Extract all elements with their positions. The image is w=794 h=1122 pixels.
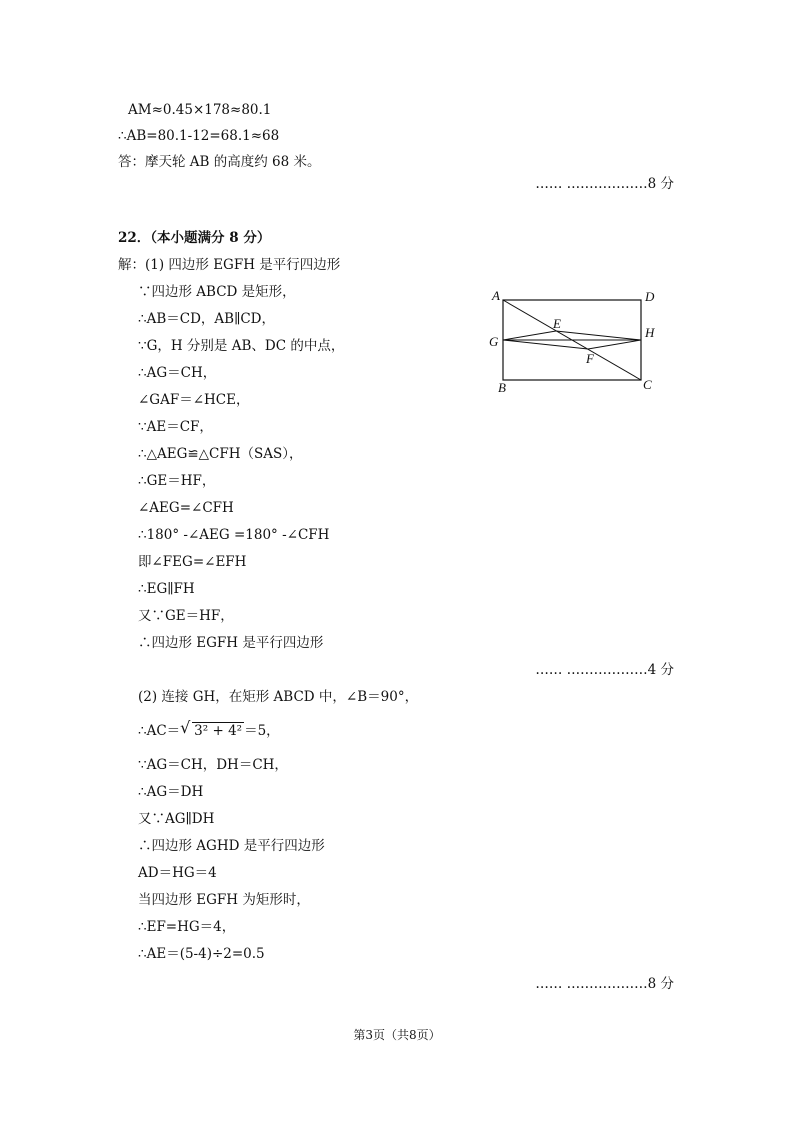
proof-line: 又∵GE＝HF， — [138, 608, 234, 624]
proof-line: ∴EG∥FH — [138, 581, 195, 597]
ac-prefix: ∴AC＝ — [138, 723, 181, 739]
proof-line: ∴AG＝CH， — [138, 365, 217, 381]
proof-line: ∠GAF＝∠HCE， — [138, 392, 250, 408]
segment-ge — [503, 331, 556, 340]
proof-line: ∵AG＝CH，DH＝CH， — [138, 757, 288, 773]
proof-line: ∴AE＝(5-4)÷2=0.5 — [138, 946, 265, 962]
score-marker-2: …… ………………4 分 — [535, 662, 674, 678]
score-marker-3: …… ………………8 分 — [535, 976, 674, 992]
proof-line: ∵AE＝CF， — [138, 419, 213, 435]
proof-line: ∵四边形 ABCD 是矩形， — [138, 284, 296, 300]
score-marker-1: …… ………………8 分 — [535, 176, 674, 192]
proof-line: ∴AB＝CD，AB∥CD， — [138, 311, 275, 327]
label-a: A — [492, 288, 500, 303]
proof-line: ∴180° -∠AEG =180° -∠CFH — [138, 527, 330, 543]
label-g: G — [489, 334, 499, 349]
proof-line: ∴△AEG≌△CFH（SAS）， — [138, 446, 303, 462]
label-h: H — [645, 325, 655, 340]
top-line-1: AM≈0.45×178≈80.1 — [128, 102, 272, 118]
ac-formula — [138, 718, 280, 740]
proof-line: ∠AEG=∠CFH — [138, 500, 234, 516]
label-c: C — [643, 377, 652, 392]
page-footer: 第3页（共8页） — [353, 1028, 441, 1042]
label-d: D — [645, 289, 655, 304]
ac-suffix: ＝5， — [244, 723, 280, 739]
geometry-figure — [485, 288, 685, 398]
label-e: E — [553, 316, 561, 331]
proof-line: ∴四边形 EGFH 是平行四边形 — [138, 635, 324, 651]
proof-line: 即∠FEG=∠EFH — [138, 554, 247, 570]
question-22-heading: 22．（本小题满分 8 分） — [118, 230, 271, 246]
sqrt-expression — [180, 718, 244, 740]
proof-line: ∴四边形 AGHD 是平行四边形 — [138, 838, 325, 854]
proof-line: ∴AG＝DH — [138, 784, 204, 800]
proof-line: ∵G，H 分别是 AB、DC 的中点， — [138, 338, 345, 354]
radicand: 3² + 4² — [194, 723, 243, 739]
label-f: F — [586, 351, 594, 366]
segment-fh — [588, 340, 641, 349]
proof-line: AD＝HG＝4 — [138, 865, 217, 881]
proof-line: 当四边形 EGFH 为矩形时， — [138, 892, 310, 908]
radical-icon: √ — [180, 718, 191, 737]
top-answer: 答：摩天轮 AB 的高度约 68 米。 — [118, 154, 321, 170]
part1-intro: 解：(1) 四边形 EGFH 是平行四边形 — [118, 257, 341, 273]
top-line-2: ∴AB=80.1-12=68.1≈68 — [118, 128, 280, 144]
label-b: B — [498, 380, 506, 395]
proof-line: ∴EF=HG＝4， — [138, 919, 236, 935]
proof-line: ∴GE＝HF， — [138, 473, 216, 489]
proof-line: 又∵AG∥DH — [138, 811, 215, 827]
part2-intro: (2) 连接 GH，在矩形 ABCD 中，∠B＝90°， — [138, 689, 419, 705]
